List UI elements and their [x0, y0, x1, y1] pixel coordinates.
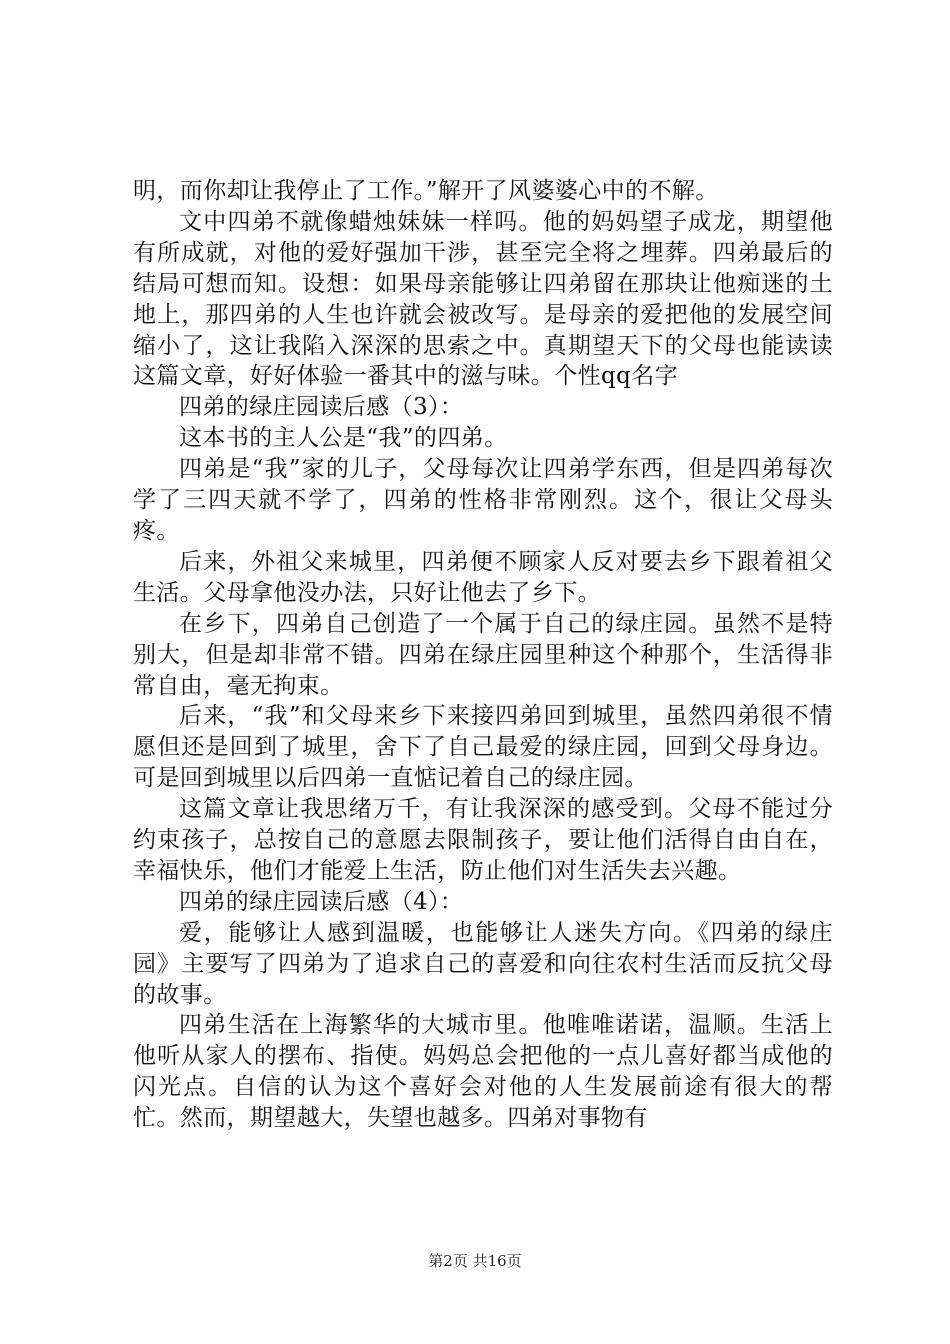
paragraph-7: 在乡下，四弟自己创造了一个属于自己的绿庄园。虽然不是特别大，但是却非常不错。四弟在绿庄园里种这个种那个，生活得非常自由，毫无拘束。: [133, 610, 833, 699]
paragraph-9: 这篇文章让我思绪万千，有让我深深的感受到。父母不能过分约束孩子，总按自己的意愿去限制孩子，要让他们活得自由自在，幸福快乐，他们才能爱上生活，防止他们对生活失去兴趣。: [133, 796, 833, 884]
paragraph-1: 明，而你却让我停止了工作。”解开了风婆婆心中的不解。: [133, 178, 719, 204]
paragraph-11: 爱，能够让人感到温暖，也能够让人迷失方向。《四弟的绿庄园》主要写了四弟为了追求自己的喜爱和向往农村生活而反抗父母的故事。: [133, 919, 833, 1008]
paragraph-8: 后来，“我”和父母来乡下来接四弟回到城里，虽然四弟很不情愿但还是回到了城里，舍下了自己最爱的绿庄园，回到父母身边。可是回到城里以后四弟一直惦记着自己的绿庄园。: [133, 703, 833, 792]
paragraph-5: 四弟是“我”家的儿子，父母每次让四弟学东西，但是四弟每次学了三四天就不学了，四弟的性格非常刚烈。这个，很让父母头疼。: [133, 456, 833, 544]
paragraph-4: 这本书的主人公是“我”的四弟。: [179, 425, 508, 452]
paragraph-6: 后来，外祖父来城里，四弟便不顾家人反对要去乡下跟着祖父生活。父母拿他没办法，只好让他去了乡下。: [133, 548, 833, 606]
paragraph-2: 文中四弟不就像蜡烛妹妹一样吗。他的妈妈望子成龙，期望他有所成就，对他的爱好强加干涉，甚至完全将之埋葬。四弟最后的结局可想而知。设想：如果母亲能够让四弟留在那块让他痴迷的土地上，那四弟的人生也许就会被改写。是母亲的爱把他的发展空间缩小了，这让我陷入深深的思索之中。真期望天下的父母也能读读这篇文章，好好体验一番其中的滋与味。个性qq名字: [133, 208, 833, 390]
section-heading-3: 四弟的绿庄园读后感（3）：: [179, 394, 464, 421]
paragraph-12: 四弟生活在上海繁华的大城市里。他唯唯诺诺，温顺。生活上他听从家人的摆布、指使。妈妈总会把他的一点儿喜好都当成他的闪光点。自信的认为这个喜好会对他的人生发展前途有很大的帮忙。然而，期望越大，失望也越多。四弟对事物有: [133, 1012, 833, 1132]
section-heading-4: 四弟的绿庄园读后感（4）：: [179, 888, 464, 915]
page-number-footer: 第2页 共16页: [428, 1252, 522, 1270]
document-body: [133, 176, 833, 1134]
